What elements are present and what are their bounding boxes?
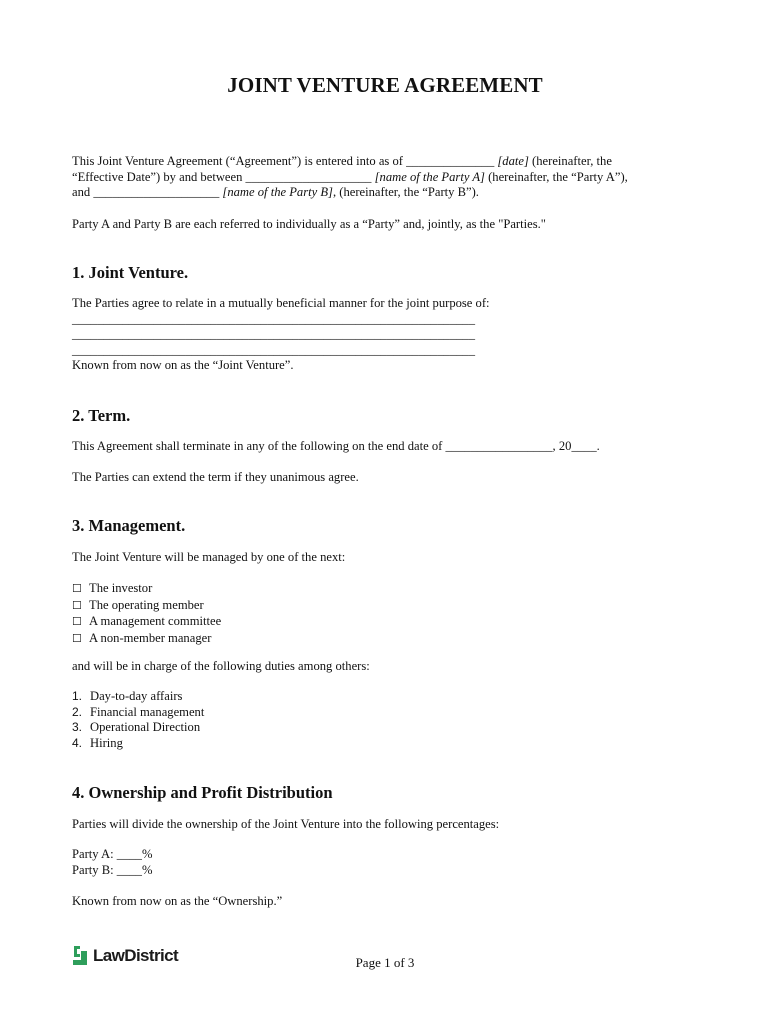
intro-paragraph (72, 154, 628, 201)
section-2-term: This Agreement shall terminate in any of the following on the end date of _________________, 20____. (72, 439, 600, 453)
section-1-body: The Parties agree to relate in a mutually beneficial manner for the joint purpose of: ________________________________________________________________ ________________________________________________________________ ________________________________________________________________ Known from now on as the “Joint Venture”. (72, 296, 490, 373)
management-option: ☐ The operating member (72, 598, 221, 615)
section-2-heading: 2. Term. (72, 406, 131, 425)
management-option: ☐ A non-member manager (72, 631, 221, 648)
page-number: Page 1 of 3 (355, 955, 415, 970)
section-3-duties-intro: and will be in charge of the following duties among others: (72, 659, 370, 673)
section-4-intro: Parties will divide the ownership of the Joint Venture into the following percentages: (72, 817, 500, 831)
checkbox-icon: ☐ (72, 583, 82, 595)
management-option: ☐ A management committee (72, 614, 221, 631)
party-a-share: Party A: ____% (72, 847, 153, 861)
section-2-extend: The Parties can extend the term if they unanimous agree. (72, 470, 359, 484)
list-item: 4. Hiring (71, 735, 123, 750)
ownership-percentages (72, 847, 152, 878)
checkbox-icon: ☐ (72, 599, 82, 612)
section-1-heading: 1. Joint Venture. (72, 263, 189, 282)
logo-text: LawDistrict (93, 946, 179, 965)
purpose-blank-line: ________________________________________________________________ (72, 342, 475, 357)
party-b-placeholder: [name of the Party B] (222, 185, 333, 200)
list-item: 3. Operational Direction (71, 720, 201, 735)
date-placeholder: [date] (497, 154, 529, 168)
party-b-share: Party B: ____% (72, 862, 153, 877)
purpose-blank-line: ________________________________________________________________ (72, 311, 475, 326)
document-title: JOINT VENTURE AGREEMENT (227, 73, 543, 97)
purpose-blank-line: ________________________________________________________________ (72, 327, 475, 342)
list-item: 2. Financial management (71, 704, 205, 719)
section-4-known: Known from now on as the “Ownership.” (72, 894, 283, 908)
management-options (72, 581, 221, 647)
party-a-placeholder: [name of the Party A] (374, 169, 485, 184)
intro-line-3: and ____________________ [name of the Party B], (hereinafter, the “Party B”). (72, 185, 479, 200)
section-4-heading: 4. Ownership and Profit Distribution (72, 783, 333, 802)
management-option: ☐ The investor (72, 581, 221, 598)
list-item: 1. Day-to-day affairs (71, 689, 183, 703)
intro-line-2: “Effective Date”) by and between ____________________ [name of the Party A] (hereinafter, the “Party A”), (72, 169, 628, 184)
section-3-heading: 3. Management. (72, 516, 186, 535)
checkbox-icon: ☐ (72, 632, 82, 645)
duties-list (64, 689, 204, 751)
intro-line-1: This Joint Venture Agreement (“Agreement”) is entered into as of ______________ [date] (hereinafter, the (72, 154, 612, 168)
checkbox-icon: ☐ (72, 616, 82, 629)
parties-paragraph: Party A and Party B are each referred to individually as a “Party” and, jointly, as the "Parties." (72, 217, 546, 231)
section-3-intro: The Joint Venture will be managed by one of the next: (72, 550, 346, 564)
